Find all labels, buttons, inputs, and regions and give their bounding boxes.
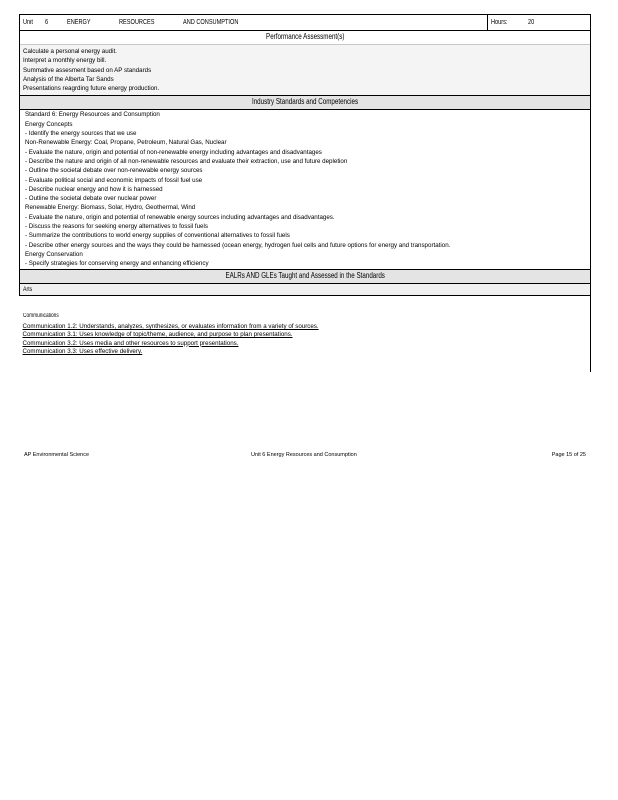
arts-label: Arts [23,285,33,293]
performance-item: Analysis of the Alberta Tar Sands [23,75,114,83]
standard-line: Energy Concepts [25,120,73,128]
standard-line: - Describe the nature and origin of all non-renewable resources and evaluate their extraction, use and future depletion [25,157,348,165]
standard-line: Standard 6: Energy Resources and Consumption [25,111,160,119]
performance-item: Summative assesment based on AP standards [23,66,152,74]
hours-cell [488,15,591,31]
industry-standards-band [20,96,591,110]
standard-line: - Evaluate political social and economic impacts of fossil fuel use [25,176,203,184]
performance-item: Presentations reagrding future energy production. [23,85,160,93]
footer-page-number: Page 15 of 25 [551,452,586,458]
performance-item: Calculate a personal energy audit. [23,48,117,55]
standard-line: - Evaluate the nature, origin and potential of non-renewable energy including advantages and disadvantages [25,148,322,156]
industry-standards-body [20,110,591,269]
unit-number: 6 [45,19,49,26]
standard-line: - Summarize the contributions to world energy supplies of conventional alternatives to fossil fuels [25,232,290,240]
document-page [19,14,590,372]
communication-standard-link[interactable]: Communication 1.2: Understands, analyzes, synthesizes, or evaluates information from a variety of sources. [22,322,319,330]
communications-heading: Communications [22,312,59,319]
standard-line: Non-Renewable Energy: Coal, Propane, Petroleum, Natural Gas, Nuclear [25,139,227,147]
performance-assessment-band [20,31,591,45]
unit-title-cell [20,15,488,31]
standard-line: - Evaluate the nature, origin and potential of renewable energy sources including advantages and disadvantages. [25,213,335,221]
communication-standard-link[interactable]: Communication 3.1: Uses knowledge of topic/theme, audience, and purpose to plan presentations. [22,331,293,339]
unit-title-row [20,15,591,31]
communication-standard-link[interactable]: Communication 3.2: Uses media and other resources to support presentations. [22,339,239,347]
unit-table [19,14,591,372]
footer-course: AP Environmental Science [24,452,90,458]
unit-label: Unit [23,19,33,26]
standard-line: - Outline the societal debate over nuclear power [25,195,157,203]
communications-body [20,295,591,372]
standard-line: - Describe other energy sources and the ways they could be harnessed (ocean energy, hydrogen fuel cells and future options for energy and transportation. [25,241,451,249]
communication-standard-link[interactable]: Communication 3.3: Uses effective delivery. [22,348,143,356]
standard-line: Energy Conservation [25,250,83,258]
unit-word-consumption: AND CONSUMPTION [183,19,239,26]
standard-line: - Discuss the reasons for seeking energy alternatives to fossil fuels [25,223,208,231]
footer-unit: Unit 6 Energy Resources and Consumption [251,452,357,458]
unit-word-energy: ENERGY [67,19,92,26]
performance-item: Interpret a monthly energy bill. [23,57,107,65]
ealrs-band [20,269,591,283]
standard-line: - Outline the societal debate over non-renewable energy sources [25,167,203,175]
standard-line: - Specify strategies for conserving energy and enhancing efficiency [25,260,209,268]
arts-row [20,283,591,295]
ealrs-heading: EALRs AND GLEs Taught and Assessed in the Standards [225,270,385,280]
industry-standards-heading: Industry Standards and Competencies [251,97,359,107]
standard-line: - Describe nuclear energy and how it is harnessed [25,185,163,193]
standard-line: Renewable Energy: Biomass, Solar, Hydro, Geothermal, Wind [25,204,196,212]
hours-label: Hours: [491,19,508,26]
unit-word-resources: RESOURCES [118,19,155,26]
standard-line: - Identify the energy sources that we use [25,130,137,138]
performance-assessment-heading: Performance Assessment(s) [265,32,345,41]
hours-value: 20 [527,19,534,26]
performance-assessment-body [20,45,591,96]
